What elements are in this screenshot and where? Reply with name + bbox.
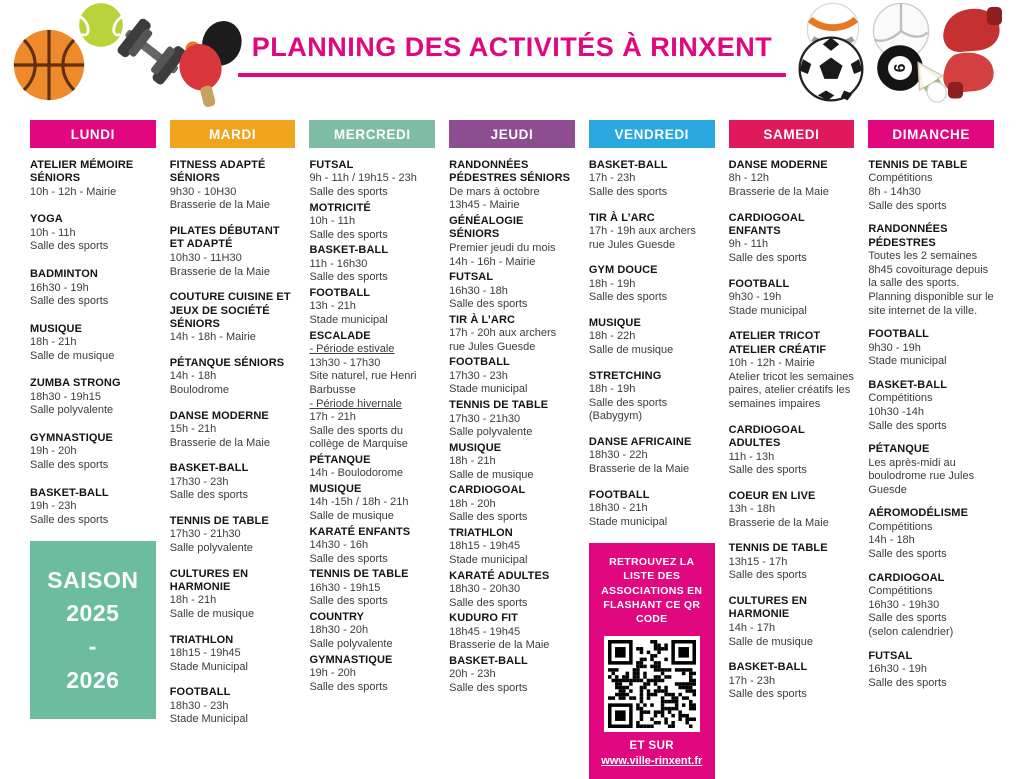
activity-name: COUTURE CUISINE ET JEUX DE SOCIÉTÉ SÉNIORS bbox=[169, 291, 291, 330]
activity-detail: Salle des sports bbox=[728, 688, 807, 701]
activity-detail: Salle polyvalente bbox=[449, 426, 533, 439]
activity-detail: 9h30 - 10H30 bbox=[169, 185, 237, 198]
activity-item bbox=[449, 399, 575, 440]
activity-detail: Salle des sports bbox=[728, 569, 807, 582]
qr-code-image bbox=[608, 640, 696, 728]
activity-name: ATELIER MÉMOIRE SÉNIORS bbox=[30, 159, 134, 185]
activity-name: FOOTBALL bbox=[728, 277, 790, 290]
boxing-gloves-icon bbox=[936, 4, 1020, 100]
activity-detail: 18h15 - 19h45 bbox=[169, 647, 241, 660]
activity-item bbox=[729, 595, 855, 649]
activity-detail: 10h - 11h bbox=[309, 215, 356, 228]
basketball-icon bbox=[12, 28, 86, 102]
qr-code-panel bbox=[589, 543, 715, 779]
activity-detail: Brasserie de la Maie bbox=[588, 462, 690, 475]
activity-item bbox=[868, 379, 994, 433]
activity-item bbox=[30, 159, 156, 199]
day-column-jeudi bbox=[449, 120, 575, 698]
activity-item bbox=[309, 159, 435, 200]
activity-name: RANDONNÉES PÉDESTRES bbox=[868, 223, 948, 249]
activity-item bbox=[309, 454, 435, 481]
activity-item bbox=[449, 612, 575, 653]
activity-detail: Salle des sports bbox=[868, 548, 947, 561]
activity-item bbox=[30, 213, 156, 254]
activity-detail: Salle des sports bbox=[728, 464, 807, 477]
activity-detail: 18h30 - 23h bbox=[169, 699, 229, 712]
activity-detail: 18h - 21h bbox=[169, 594, 217, 607]
activity-detail: 15h - 21h bbox=[169, 423, 217, 436]
activity-detail: 18h - 20h bbox=[449, 497, 496, 510]
activity-name: GYM DOUCE bbox=[588, 264, 658, 277]
activity-item bbox=[449, 484, 575, 525]
activity-detail: Brasserie de la Maie bbox=[728, 516, 829, 529]
activity-detail: 18h30 - 21h bbox=[588, 501, 648, 514]
activity-item bbox=[309, 483, 435, 524]
activity-name: BADMINTON bbox=[30, 268, 98, 281]
activity-detail: Salle des sports bbox=[449, 298, 528, 311]
activity-detail: 17h - 23h bbox=[728, 674, 776, 687]
qr-panel-et-sur: ET SUR bbox=[629, 740, 675, 753]
activity-detail: Brasserie de la Maie bbox=[169, 265, 270, 278]
activity-item bbox=[589, 317, 715, 358]
activity-item bbox=[449, 356, 575, 397]
activity-detail: Salle des sports bbox=[449, 596, 528, 609]
activity-item bbox=[449, 159, 575, 213]
activity-detail: 14h - 17h bbox=[728, 621, 776, 634]
activity-item bbox=[30, 487, 156, 528]
activity-item bbox=[449, 271, 575, 312]
activity-detail: Compétitions bbox=[868, 520, 933, 533]
activity-item bbox=[729, 661, 855, 702]
activity-name: BASKET-BALL bbox=[868, 378, 948, 391]
activity-detail: 14h - 18h - Mairie bbox=[169, 331, 256, 344]
activity-name: CARDIOGOAL ADULTES bbox=[728, 423, 805, 450]
activity-detail: Salle des sports bbox=[169, 489, 248, 502]
activity-detail: - Période estivale bbox=[309, 343, 395, 356]
day-header-dimanche: DIMANCHE bbox=[868, 120, 994, 148]
day-header-samedi: SAMEDI bbox=[729, 120, 855, 148]
activity-item bbox=[729, 159, 855, 200]
activity-detail: 17h30 - 21h30 bbox=[449, 412, 521, 425]
activity-detail: Salle des sports bbox=[868, 199, 947, 212]
activity-name: DANSE MODERNE bbox=[728, 159, 828, 171]
activity-detail: 14h30 - 16h bbox=[309, 539, 369, 552]
activity-detail: Salle des sports bbox=[449, 682, 528, 695]
activity-detail: Stade municipal bbox=[449, 554, 528, 567]
activity-detail: 20h - 23h bbox=[449, 668, 496, 681]
activity-detail: Salle des sports bbox=[30, 459, 109, 472]
activity-item bbox=[309, 287, 435, 328]
activity-name: FUTSAL bbox=[449, 271, 494, 284]
saison-line: - bbox=[88, 633, 97, 660]
activity-detail: Site naturel, rue Henri Barbusse bbox=[309, 370, 417, 396]
activity-detail: Brasserie de la Maie bbox=[169, 199, 270, 212]
activity-name: KUDURO FIT bbox=[449, 612, 518, 625]
activity-detail: 13h - 18h bbox=[728, 503, 776, 516]
day-column-mardi bbox=[170, 120, 296, 739]
activity-detail: Salle des sports bbox=[30, 240, 109, 253]
activity-item bbox=[309, 654, 435, 695]
activity-name: RANDONNÉES PÉDESTRES SÉNIORS bbox=[449, 159, 571, 185]
activity-item bbox=[170, 225, 296, 279]
activity-item bbox=[868, 650, 994, 691]
activity-detail: 14h -15h / 18h - 21h bbox=[309, 496, 409, 509]
activity-detail: 17h30 - 21h30 bbox=[169, 528, 241, 541]
activity-detail: De mars à octobre bbox=[449, 185, 540, 198]
activity-detail: 9h30 - 19h bbox=[868, 341, 921, 354]
day-header-vendredi: VENDREDI bbox=[589, 120, 715, 148]
activity-name: BASKET-BALL bbox=[309, 244, 389, 257]
activity-item bbox=[170, 515, 296, 556]
activity-item bbox=[589, 212, 715, 253]
activity-detail: Salle des sports bbox=[588, 186, 668, 199]
day-column-samedi bbox=[729, 120, 855, 714]
activity-detail: Stade municipal bbox=[309, 314, 388, 326]
soccer-ball-icon bbox=[798, 36, 864, 102]
activity-name: CARDIOGOAL ENFANTS bbox=[728, 211, 805, 238]
activity-item bbox=[589, 436, 715, 477]
activity-detail: 14h - 16h - Mairie bbox=[449, 255, 536, 268]
title-block bbox=[238, 32, 786, 77]
activity-detail: Salle des sports bbox=[309, 595, 388, 608]
activity-detail: Brasserie de la Maie bbox=[449, 639, 550, 652]
activity-name: PÉTANQUE SÉNIORS bbox=[169, 356, 285, 369]
activity-item bbox=[589, 264, 715, 305]
activity-detail: Salle des sports bbox=[30, 513, 109, 526]
activity-name: BASKET-BALL bbox=[449, 655, 528, 668]
activity-item bbox=[449, 527, 575, 568]
activity-detail: Salle des sports bbox=[309, 271, 388, 284]
activity-detail: 16h30 - 19h bbox=[868, 663, 928, 676]
activity-name: TIR À L’ARC bbox=[449, 313, 516, 326]
activity-name: CULTURES EN HARMONIE bbox=[169, 567, 249, 593]
activity-item bbox=[868, 572, 994, 640]
activity-detail: Salle des sports bbox=[449, 511, 528, 524]
activity-detail: Salle des sports bbox=[868, 676, 947, 689]
activity-name: FUTSAL bbox=[309, 159, 354, 171]
activity-item bbox=[30, 377, 156, 418]
activity-detail: Salle des sports bbox=[588, 396, 668, 409]
activity-item bbox=[170, 159, 296, 213]
activity-detail: 17h - 20h aux archers bbox=[449, 327, 557, 340]
activity-item bbox=[589, 159, 715, 200]
activity-detail: Salle de musique bbox=[449, 468, 534, 481]
day-column-mercredi bbox=[309, 120, 435, 696]
saison-badge bbox=[30, 541, 156, 719]
activity-detail: 14h - 18h bbox=[169, 370, 217, 383]
activity-detail: 19h - 20h bbox=[30, 445, 77, 458]
activity-detail: Stade municipal bbox=[728, 304, 807, 317]
activity-item bbox=[309, 244, 435, 285]
activity-detail: 11h - 16h30 bbox=[309, 257, 368, 270]
activity-item bbox=[589, 370, 715, 424]
day-column-dimanche bbox=[868, 120, 994, 700]
activity-detail: Salle des sports bbox=[309, 186, 388, 199]
activity-item bbox=[449, 442, 575, 483]
activity-name: FOOTBALL bbox=[169, 686, 231, 699]
activity-detail: 13h - 21h bbox=[309, 300, 356, 313]
activity-detail: 9h - 11h / 19h15 - 23h bbox=[309, 172, 417, 185]
activity-detail: (Babygym) bbox=[588, 410, 643, 423]
activity-name: PÉTANQUE bbox=[868, 443, 930, 456]
activity-detail: 17h30 - 23h bbox=[449, 369, 508, 382]
activity-detail: Compétitions bbox=[868, 172, 933, 185]
activity-name: FITNESS ADAPTÉ SÉNIORS bbox=[169, 159, 266, 185]
activity-detail: Salle polyvalente bbox=[30, 404, 114, 417]
activity-detail: Premier jeudi du mois bbox=[449, 241, 556, 254]
activity-detail: Stade Municipal bbox=[169, 713, 248, 726]
activity-detail: Stade municipal bbox=[868, 355, 947, 368]
activity-detail: Salle des sports bbox=[30, 295, 109, 308]
activity-name: ATELIER TRICOT ATELIER CRÉATIF bbox=[728, 330, 827, 356]
activity-detail: 14h - 18h bbox=[868, 534, 915, 547]
activity-item bbox=[449, 655, 575, 696]
activity-detail: 18h - 21h bbox=[30, 336, 77, 349]
activity-detail: 18h15 - 19h45 bbox=[449, 540, 521, 553]
activity-item bbox=[729, 424, 855, 478]
activity-detail: 18h45 - 19h45 bbox=[449, 625, 521, 638]
activity-detail: 17h - 23h bbox=[588, 172, 636, 185]
activity-detail: 14h - Boulodorome bbox=[309, 467, 403, 480]
activity-name: TRIATHLON bbox=[449, 527, 513, 540]
activity-name: TENNIS DE TABLE bbox=[728, 542, 828, 555]
activity-detail: Stade Municipal bbox=[169, 660, 248, 673]
activity-detail: 10h - 12h - Mairie bbox=[728, 357, 815, 370]
activity-name: TIR À L’ARC bbox=[588, 211, 655, 224]
activity-item bbox=[868, 507, 994, 561]
activity-name: PÉTANQUE bbox=[309, 454, 371, 467]
activity-detail: Salle de musique bbox=[309, 510, 394, 523]
activity-detail: - Période hivernale bbox=[309, 397, 402, 410]
activity-name: DANSE AFRICAINE bbox=[588, 435, 692, 448]
activity-name: MUSIQUE bbox=[30, 322, 83, 335]
activity-detail: Toutes les 2 semaines 8h45 covoiturage depuis la salle des sports. Planning disponible sur le site internet de la ville. bbox=[868, 250, 994, 317]
activity-item bbox=[868, 443, 994, 497]
activity-name: GÉNÉALOGIE SÉNIORS bbox=[449, 215, 524, 241]
activity-detail: Brasserie de la Maie bbox=[169, 436, 270, 449]
activity-detail: Salle des sports bbox=[588, 291, 668, 304]
activity-name: YOGA bbox=[30, 213, 63, 226]
activity-detail: 19h - 20h bbox=[309, 667, 356, 680]
activity-item bbox=[868, 223, 994, 318]
day-header-jeudi: JEUDI bbox=[449, 120, 575, 148]
activity-name: ESCALADE bbox=[309, 329, 371, 342]
activity-item bbox=[729, 490, 855, 531]
activity-detail: Salle des sports bbox=[309, 680, 388, 693]
activity-name: TENNIS DE TABLE bbox=[169, 514, 269, 527]
activity-detail: rue Jules Guesde bbox=[449, 340, 536, 353]
activity-item bbox=[729, 212, 855, 266]
activity-detail: 13h15 - 17h bbox=[728, 555, 788, 568]
activity-name: TENNIS DE TABLE bbox=[868, 159, 968, 171]
activity-detail: Salle polyvalente bbox=[309, 638, 393, 651]
activity-item bbox=[309, 526, 435, 567]
activity-detail: 18h - 21h bbox=[449, 455, 496, 468]
activity-name: CULTURES EN HARMONIE bbox=[728, 595, 808, 621]
activity-detail: (selon calendrier) bbox=[868, 626, 954, 638]
activity-item bbox=[170, 291, 296, 345]
activity-item bbox=[170, 462, 296, 503]
activity-item bbox=[729, 278, 855, 319]
activity-name: FOOTBALL bbox=[588, 488, 650, 501]
activity-item bbox=[170, 410, 296, 451]
activity-item bbox=[30, 268, 156, 309]
activity-item bbox=[309, 202, 435, 243]
activity-detail: 16h30 - 19h30 bbox=[868, 598, 940, 611]
activity-detail: 9h - 11h bbox=[728, 238, 769, 251]
saison-line: SAISON bbox=[47, 566, 139, 593]
activity-item bbox=[309, 611, 435, 652]
planning-columns bbox=[30, 120, 994, 779]
header bbox=[0, 0, 1024, 112]
activity-item bbox=[449, 570, 575, 611]
activity-name: BASKET-BALL bbox=[30, 486, 109, 499]
activity-item bbox=[729, 542, 855, 583]
activity-detail: 16h30 - 18h bbox=[449, 284, 508, 297]
activity-name: FOOTBALL bbox=[868, 328, 929, 341]
activity-name: STRETCHING bbox=[588, 369, 662, 382]
activity-item bbox=[868, 159, 994, 213]
qr-code-frame bbox=[604, 636, 700, 732]
activity-detail: 9h30 - 19h bbox=[728, 291, 782, 304]
activity-name: TRIATHLON bbox=[169, 633, 234, 646]
activity-detail: 8h - 12h bbox=[728, 172, 769, 185]
activity-detail: Compétitions bbox=[868, 585, 933, 598]
activity-detail: Les après-midi au boulodrome rue Jules Guesde bbox=[868, 456, 975, 496]
activity-name: DANSE MODERNE bbox=[169, 409, 269, 422]
activity-name: BASKET-BALL bbox=[728, 661, 808, 674]
activity-name: MOTRICITÉ bbox=[309, 201, 371, 214]
activity-name: COEUR EN LIVE bbox=[728, 489, 816, 502]
activity-name: BASKET-BALL bbox=[169, 462, 249, 475]
activity-detail: 17h - 19h aux archers bbox=[588, 225, 696, 238]
activity-name: CARDIOGOAL bbox=[868, 571, 945, 584]
activity-item bbox=[449, 215, 575, 269]
activity-detail: Salle des sports bbox=[868, 612, 947, 625]
activity-detail: 19h - 23h bbox=[30, 500, 77, 513]
page-title: PLANNING DES ACTIVITÉS À RINXENT bbox=[251, 32, 773, 62]
activity-detail: Salle des sports bbox=[309, 552, 388, 565]
svg-text:9: 9 bbox=[890, 63, 907, 73]
activity-detail: Atelier tricot les semaines paires, atelier créatifs les semaines impaires bbox=[728, 370, 854, 411]
activity-detail: 10h30 -14h bbox=[868, 405, 924, 418]
activity-detail: Salle des sports bbox=[309, 228, 388, 241]
activity-detail: 18h30 - 19h15 bbox=[30, 390, 101, 403]
activity-detail: 18h - 19h bbox=[588, 383, 636, 396]
activity-detail: 18h30 - 22h bbox=[588, 449, 648, 462]
activity-name: FOOTBALL bbox=[449, 356, 510, 369]
table-tennis-icon bbox=[160, 16, 250, 106]
activity-detail: Salle des sports bbox=[728, 252, 807, 265]
activity-name: MUSIQUE bbox=[449, 441, 502, 454]
activity-detail: Salle des sports du collège de Marquise bbox=[309, 424, 408, 451]
activity-detail: 18h30 - 20h bbox=[309, 624, 369, 637]
activity-detail: Salle de musique bbox=[588, 344, 674, 356]
activity-name: MUSIQUE bbox=[309, 483, 362, 496]
activity-detail: Brasserie de la Maie bbox=[728, 186, 829, 199]
activity-item bbox=[30, 432, 156, 473]
activity-detail: Compétitions bbox=[868, 392, 933, 405]
activity-name: ZUMBA STRONG bbox=[30, 377, 121, 390]
activity-name: MUSIQUE bbox=[588, 316, 641, 329]
activity-name: TENNIS DE TABLE bbox=[449, 399, 549, 412]
qr-panel-heading: RETROUVEZ LA LISTE DES ASSOCIATIONS EN FLASHANT CE QR CODE bbox=[601, 556, 703, 625]
activity-detail: 18h30 - 20h30 bbox=[449, 583, 521, 596]
activity-item bbox=[309, 568, 435, 609]
activity-name: KARATÉ ENFANTS bbox=[309, 525, 411, 538]
day-header-mercredi: MERCREDI bbox=[309, 120, 435, 148]
activity-item bbox=[170, 357, 296, 398]
activity-detail: 16h30 - 19h15 bbox=[309, 581, 381, 594]
activity-name: PILATES DÉBUTANT ET ADAPTÉ bbox=[169, 225, 280, 251]
activity-detail: 18h - 22h bbox=[588, 330, 636, 343]
activity-detail: Stade municipal bbox=[449, 383, 528, 396]
activity-item bbox=[170, 568, 296, 622]
activity-detail: Stade municipal bbox=[588, 515, 668, 528]
activity-detail: rue Jules Guesde bbox=[588, 238, 676, 251]
activity-item bbox=[30, 323, 156, 364]
activity-detail: 18h - 19h bbox=[588, 277, 636, 290]
activity-name: CARDIOGOAL bbox=[449, 484, 526, 497]
activity-item bbox=[729, 330, 855, 411]
activity-name: AÉROMODÉLISME bbox=[868, 507, 969, 520]
activity-detail: 13h45 - Mairie bbox=[449, 199, 520, 212]
website-link[interactable]: www.ville-rinxent.fr bbox=[601, 755, 703, 768]
activity-name: BASKET-BALL bbox=[588, 159, 668, 171]
activity-name: GYMNASTIQUE bbox=[30, 432, 113, 445]
activity-detail: 10h30 - 11H30 bbox=[169, 251, 242, 264]
activity-name: KARATÉ ADULTES bbox=[449, 569, 550, 582]
activity-item bbox=[170, 686, 296, 727]
activity-detail: 17h - 21h bbox=[309, 411, 356, 424]
activity-detail: 10h - 12h - Mairie bbox=[30, 185, 117, 198]
day-column-lundi bbox=[30, 120, 156, 719]
activity-detail: Boulodrome bbox=[169, 384, 230, 396]
activity-name: FOOTBALL bbox=[309, 286, 371, 299]
activity-detail: Salle polyvalente bbox=[169, 541, 253, 554]
saison-line: 2025 bbox=[66, 600, 120, 627]
activity-detail: 11h - 13h bbox=[728, 450, 775, 463]
activity-item bbox=[868, 328, 994, 369]
activity-name: COUNTRY bbox=[309, 611, 365, 624]
activity-item bbox=[449, 314, 575, 355]
activity-detail: 13h30 - 17h30 bbox=[309, 356, 381, 369]
activity-detail: Salle de musique bbox=[169, 608, 255, 621]
activity-detail: 8h - 14h30 bbox=[868, 186, 921, 199]
activity-item bbox=[589, 489, 715, 530]
title-underline bbox=[238, 73, 786, 77]
activity-detail: Salle de musique bbox=[728, 635, 813, 648]
activity-name: TENNIS DE TABLE bbox=[309, 568, 409, 581]
day-header-mardi: MARDI bbox=[170, 120, 296, 148]
activity-detail: Salle de musique bbox=[30, 349, 115, 362]
saison-line: 2026 bbox=[66, 666, 120, 693]
day-column-vendredi bbox=[589, 120, 715, 779]
activity-item bbox=[309, 330, 435, 452]
activity-detail: Salle des sports bbox=[868, 419, 947, 432]
activity-detail: 16h30 - 19h bbox=[30, 281, 89, 294]
activity-item bbox=[170, 634, 296, 675]
activity-detail: 17h30 - 23h bbox=[169, 475, 229, 488]
activity-name: FUTSAL bbox=[868, 649, 913, 662]
activity-name: GYMNASTIQUE bbox=[309, 653, 393, 666]
day-header-lundi: LUNDI bbox=[30, 120, 156, 148]
activity-detail: 10h - 11h bbox=[30, 226, 76, 239]
